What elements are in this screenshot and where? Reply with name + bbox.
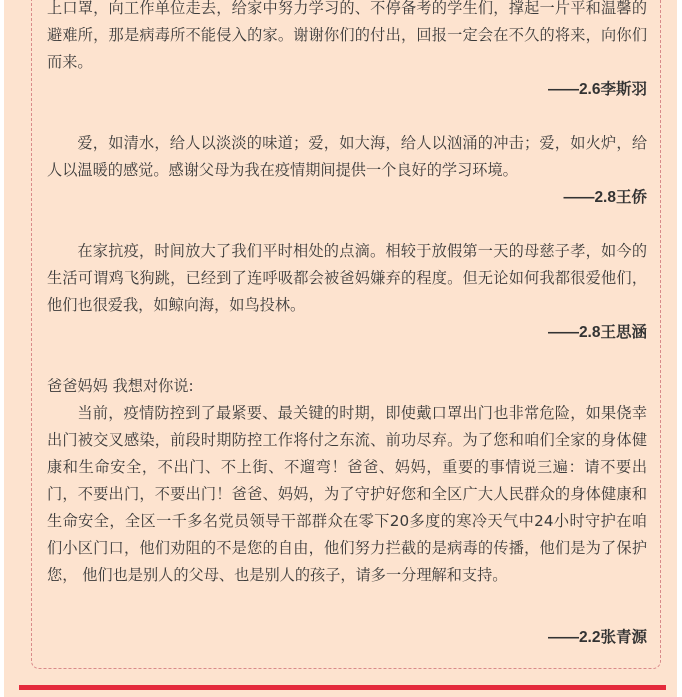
entry-4-greeting: 爸爸妈妈 我想对你说:: [47, 377, 194, 395]
entry-4-paragraph: 当前，疫情防控到了最紧要、最关键的时期，即使戴口罩出门也非常危险，如果侥幸出门被交叉感染，前段时期防控工作将付之东流、前功尽弃。为了您和咱们全家的身体健康和生命安全，不出门、不上街、不遛弯！爸爸、妈妈，重要的事情说三遍：请不要出门，不要出门，不要出门！爸爸、妈妈，为了守护好您和全区广大人民群众的身体健康和生命安全，全区一千多名党员领导干部群众在零下20多度的寒冷天气中24小时守护在咱们小区门口，他们劝阻的不是您的自由，他们努力拦截的是病毒的传播，他们是为了保护您， 他们也是别人的父母、也是别人的孩子，请多一分理解和支持。: [47, 404, 647, 584]
spacer: [47, 211, 647, 238]
letters-panel: [4, 0, 677, 697]
entry-2: [47, 130, 647, 211]
entry-3: [47, 238, 647, 346]
spacer: [47, 103, 647, 130]
red-divider-bar: [19, 685, 666, 690]
entry-2-paragraph: 爱，如清水，给人以淡淡的味道；爱，如大海，给人以汹涌的冲击；爱，如火炉，给人以温暖的感觉。感谢父母为我在疫情期间提供一个良好的学习环境。: [47, 134, 647, 179]
entry-3-signature: ——2.8王思涵: [547, 324, 647, 341]
spacer: [47, 346, 647, 373]
entry-1-signature: ——2.6李斯羽: [547, 81, 647, 98]
entry-4: [47, 373, 647, 651]
entry-4-signature: ——2.2张青源: [547, 629, 647, 646]
entry-3-paragraph: 在家抗疫，时间放大了我们平时相处的点滴。相较于放假第一天的母慈子孝，如今的生活可谓鸡飞狗跳，已经到了连呼吸都会被爸妈嫌弃的程度。但无论如何我都很爱他们，他们也很爱我，如鲸向海，如鸟投林。: [47, 242, 647, 314]
entry-1-paragraph: 上口罩，向工作单位走去，给家中努力学习的、不停备考的学生们，撑起一片平和温馨的避难所，那是病毒所不能侵入的家。谢谢你们的付出，回报一定会在不久的将来，向你们而来。: [47, 0, 647, 71]
entry-1: [47, 0, 647, 103]
spacer: [47, 589, 647, 616]
entry-2-signature: ——2.8王侨: [563, 189, 647, 206]
letters-content: [47, 0, 647, 651]
